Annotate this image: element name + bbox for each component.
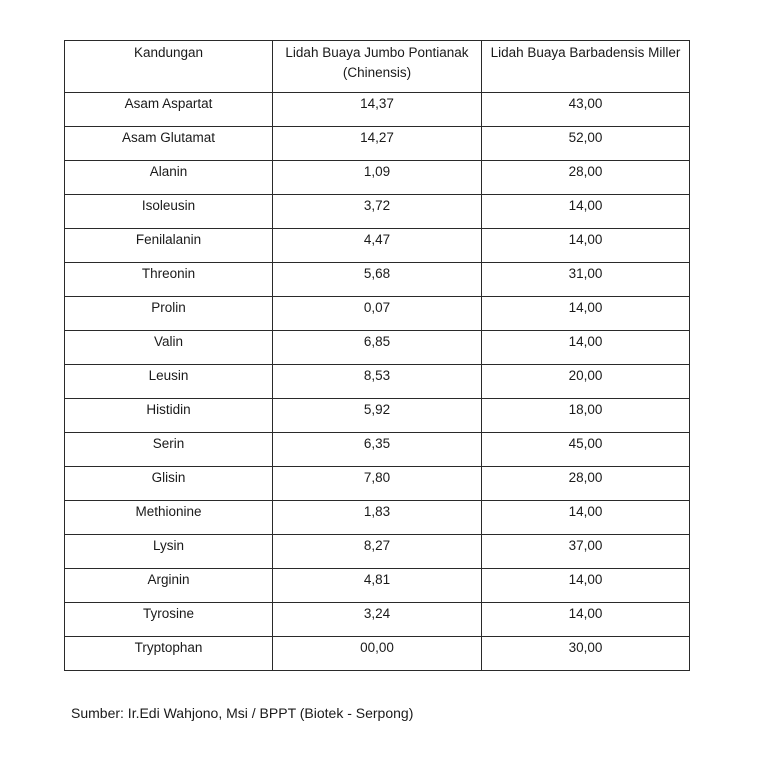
table-row bbox=[65, 195, 690, 229]
cell-barbadensis: 45,00 bbox=[482, 433, 690, 467]
cell-barbadensis: 30,00 bbox=[482, 637, 690, 671]
cell-chinensis: 3,24 bbox=[273, 603, 482, 637]
cell-chinensis: 3,72 bbox=[273, 195, 482, 229]
cell-barbadensis: 14,00 bbox=[482, 297, 690, 331]
header-chinensis: Lidah Buaya Jumbo Pontianak (Chinensis) bbox=[273, 41, 482, 93]
table-row bbox=[65, 433, 690, 467]
table-row bbox=[65, 603, 690, 637]
cell-chinensis: 4,47 bbox=[273, 229, 482, 263]
cell-kandungan: Isoleusin bbox=[65, 195, 273, 229]
table-row bbox=[65, 467, 690, 501]
table-row bbox=[65, 637, 690, 671]
cell-kandungan: Threonin bbox=[65, 263, 273, 297]
cell-barbadensis: 43,00 bbox=[482, 93, 690, 127]
cell-kandungan: Alanin bbox=[65, 161, 273, 195]
cell-kandungan: Valin bbox=[65, 331, 273, 365]
table-row bbox=[65, 365, 690, 399]
table-row bbox=[65, 127, 690, 161]
table-row bbox=[65, 297, 690, 331]
cell-chinensis: 00,00 bbox=[273, 637, 482, 671]
cell-chinensis: 0,07 bbox=[273, 297, 482, 331]
cell-kandungan: Arginin bbox=[65, 569, 273, 603]
cell-kandungan: Glisin bbox=[65, 467, 273, 501]
cell-barbadensis: 31,00 bbox=[482, 263, 690, 297]
cell-barbadensis: 14,00 bbox=[482, 229, 690, 263]
table-header bbox=[65, 41, 690, 93]
table-row bbox=[65, 161, 690, 195]
cell-barbadensis: 20,00 bbox=[482, 365, 690, 399]
cell-barbadensis: 14,00 bbox=[482, 569, 690, 603]
amino-acid-table bbox=[64, 40, 690, 671]
cell-chinensis: 1,09 bbox=[273, 161, 482, 195]
cell-chinensis: 5,92 bbox=[273, 399, 482, 433]
cell-chinensis: 8,53 bbox=[273, 365, 482, 399]
cell-chinensis: 5,68 bbox=[273, 263, 482, 297]
cell-chinensis: 7,80 bbox=[273, 467, 482, 501]
table-row bbox=[65, 399, 690, 433]
cell-barbadensis: 14,00 bbox=[482, 603, 690, 637]
cell-kandungan: Methionine bbox=[65, 501, 273, 535]
cell-kandungan: Asam Aspartat bbox=[65, 93, 273, 127]
cell-kandungan: Histidin bbox=[65, 399, 273, 433]
cell-barbadensis: 52,00 bbox=[482, 127, 690, 161]
cell-kandungan: Asam Glutamat bbox=[65, 127, 273, 161]
cell-kandungan: Lysin bbox=[65, 535, 273, 569]
cell-barbadensis: 14,00 bbox=[482, 195, 690, 229]
cell-chinensis: 14,27 bbox=[273, 127, 482, 161]
cell-barbadensis: 28,00 bbox=[482, 467, 690, 501]
cell-kandungan: Tryptophan bbox=[65, 637, 273, 671]
cell-barbadensis: 37,00 bbox=[482, 535, 690, 569]
cell-chinensis: 14,37 bbox=[273, 93, 482, 127]
table-row bbox=[65, 263, 690, 297]
table-row bbox=[65, 93, 690, 127]
cell-chinensis: 6,35 bbox=[273, 433, 482, 467]
cell-kandungan: Tyrosine bbox=[65, 603, 273, 637]
table-row bbox=[65, 535, 690, 569]
table-row bbox=[65, 501, 690, 535]
cell-barbadensis: 18,00 bbox=[482, 399, 690, 433]
cell-barbadensis: 14,00 bbox=[482, 331, 690, 365]
cell-barbadensis: 28,00 bbox=[482, 161, 690, 195]
cell-chinensis: 4,81 bbox=[273, 569, 482, 603]
source-note: Sumber: Ir.Edi Wahjono, Msi / BPPT (Biotek - Serpong) bbox=[71, 705, 414, 721]
table-row bbox=[65, 569, 690, 603]
cell-barbadensis: 14,00 bbox=[482, 501, 690, 535]
cell-chinensis: 8,27 bbox=[273, 535, 482, 569]
cell-kandungan: Serin bbox=[65, 433, 273, 467]
header-row bbox=[65, 41, 690, 93]
header-barbadensis: Lidah Buaya Barbadensis Miller bbox=[482, 41, 690, 93]
table-row bbox=[65, 229, 690, 263]
cell-chinensis: 1,83 bbox=[273, 501, 482, 535]
cell-kandungan: Leusin bbox=[65, 365, 273, 399]
table-body bbox=[65, 93, 690, 671]
cell-kandungan: Prolin bbox=[65, 297, 273, 331]
table-row bbox=[65, 331, 690, 365]
cell-chinensis: 6,85 bbox=[273, 331, 482, 365]
cell-kandungan: Fenilalanin bbox=[65, 229, 273, 263]
header-kandungan: Kandungan bbox=[65, 41, 273, 93]
